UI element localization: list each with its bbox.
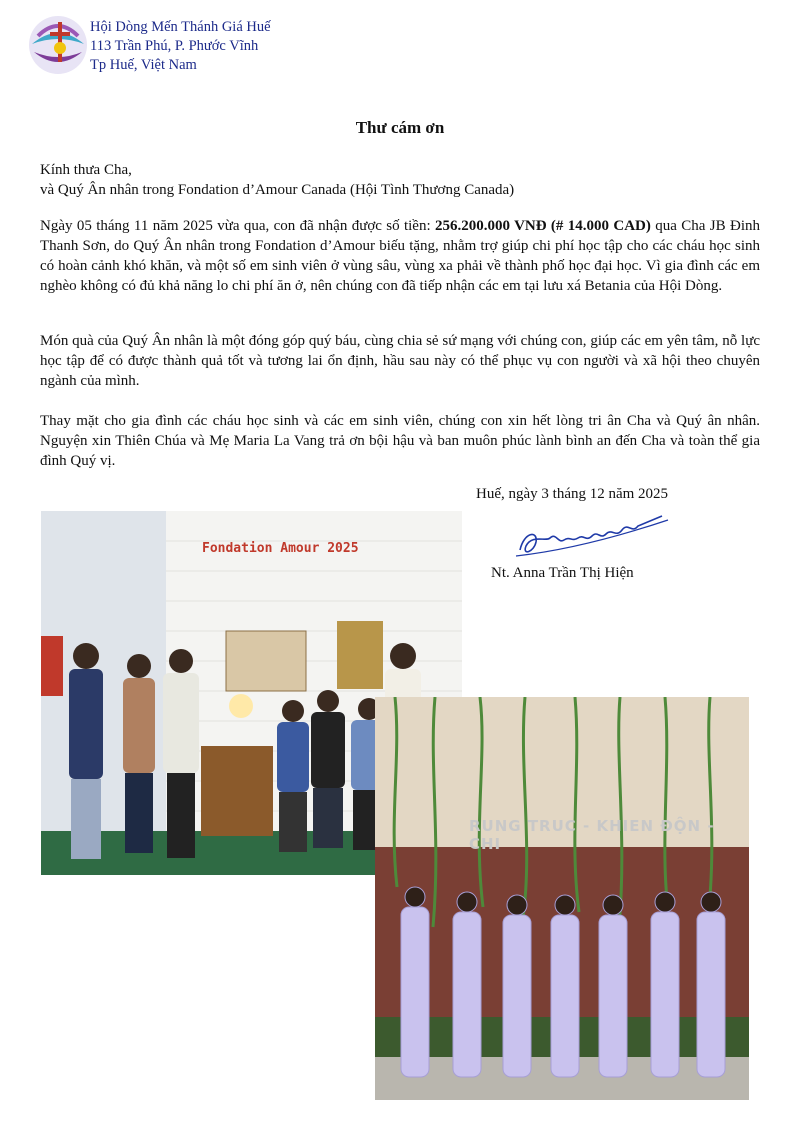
paragraph-1-intro: Ngày 05 tháng 11 năm 2025 vừa qua, con đã nhận được số tiền: [40, 218, 435, 234]
paragraph-1-body: qua Cha JB Đinh Thanh Sơn, do Quý Ân nhân trong Fondation d’Amour biếu tặng, nhằm trợ giúp chi phí học tập cho các cháu học sinh có hoàn cảnh khó khăn, và một số em sinh viên ở vùng sâu, vùng xa phải về thành phố học đại học. Vì gia đình các em nghèo không có đủ khả năng lo chi phí ăn ở, nên chúng con đã tiếp nhận các em tại lưu xá Betania của Hội Dòng. [40, 218, 760, 294]
letter-title: Thư cám ơn [355, 118, 445, 137]
organization-info [90, 18, 271, 75]
letter-date: Huế, ngày 3 tháng 12 năm 2025 [476, 486, 669, 502]
org-city: Tp Huế, Việt Nam [90, 57, 197, 73]
salutation-line-2: và Quý Ân nhân trong Fondation d’Amour Canada (Hội Tình Thương Canada) [40, 182, 515, 198]
group-photo-outdoor [375, 697, 749, 1100]
signature-icon [512, 512, 672, 564]
paragraph-2: Món quà của Quý Ân nhân là một đóng góp quý báu, cùng chia sẻ sứ mạng với chúng con, giúp các em yên tâm, nỗ lực học tập để có được thành quả tốt và tương lai ổn định, hầu sau này có thể phục vụ con người và xã hội theo chuyên ngành của mình. [40, 333, 760, 389]
building-sign-text: RUNG TRUC - KHIEN ĐỘN - CHI [469, 817, 715, 853]
outdoor-photo-image [375, 697, 749, 1100]
paragraph-3: Thay mặt cho gia đình các cháu học sinh và các em sinh viên, chúng con xin hết lòng tri ân Cha và Quý ân nhân. Nguyện xin Thiên Chúa và Mẹ Maria La Vang trả ơn bội hậu và ban muôn phúc lành bình an đến Cha và toàn thể gia đình Quý vị. [40, 413, 760, 469]
photo-banner-text: Fondation Amour 2025 [202, 541, 359, 556]
paragraph-1 [40, 216, 760, 296]
org-address: 113 Trần Phú, P. Phước Vĩnh [90, 38, 259, 54]
org-name: Hội Dòng Mến Thánh Giá Huế [90, 19, 271, 35]
salutation [40, 160, 514, 200]
signer-name: Nt. Anna Trần Thị Hiện [491, 565, 634, 581]
donation-amount: 256.200.000 VNĐ (# 14.000 CAD) [434, 218, 651, 234]
congregation-logo-icon [28, 14, 88, 76]
salutation-line-1: Kính thưa Cha, [40, 162, 132, 178]
